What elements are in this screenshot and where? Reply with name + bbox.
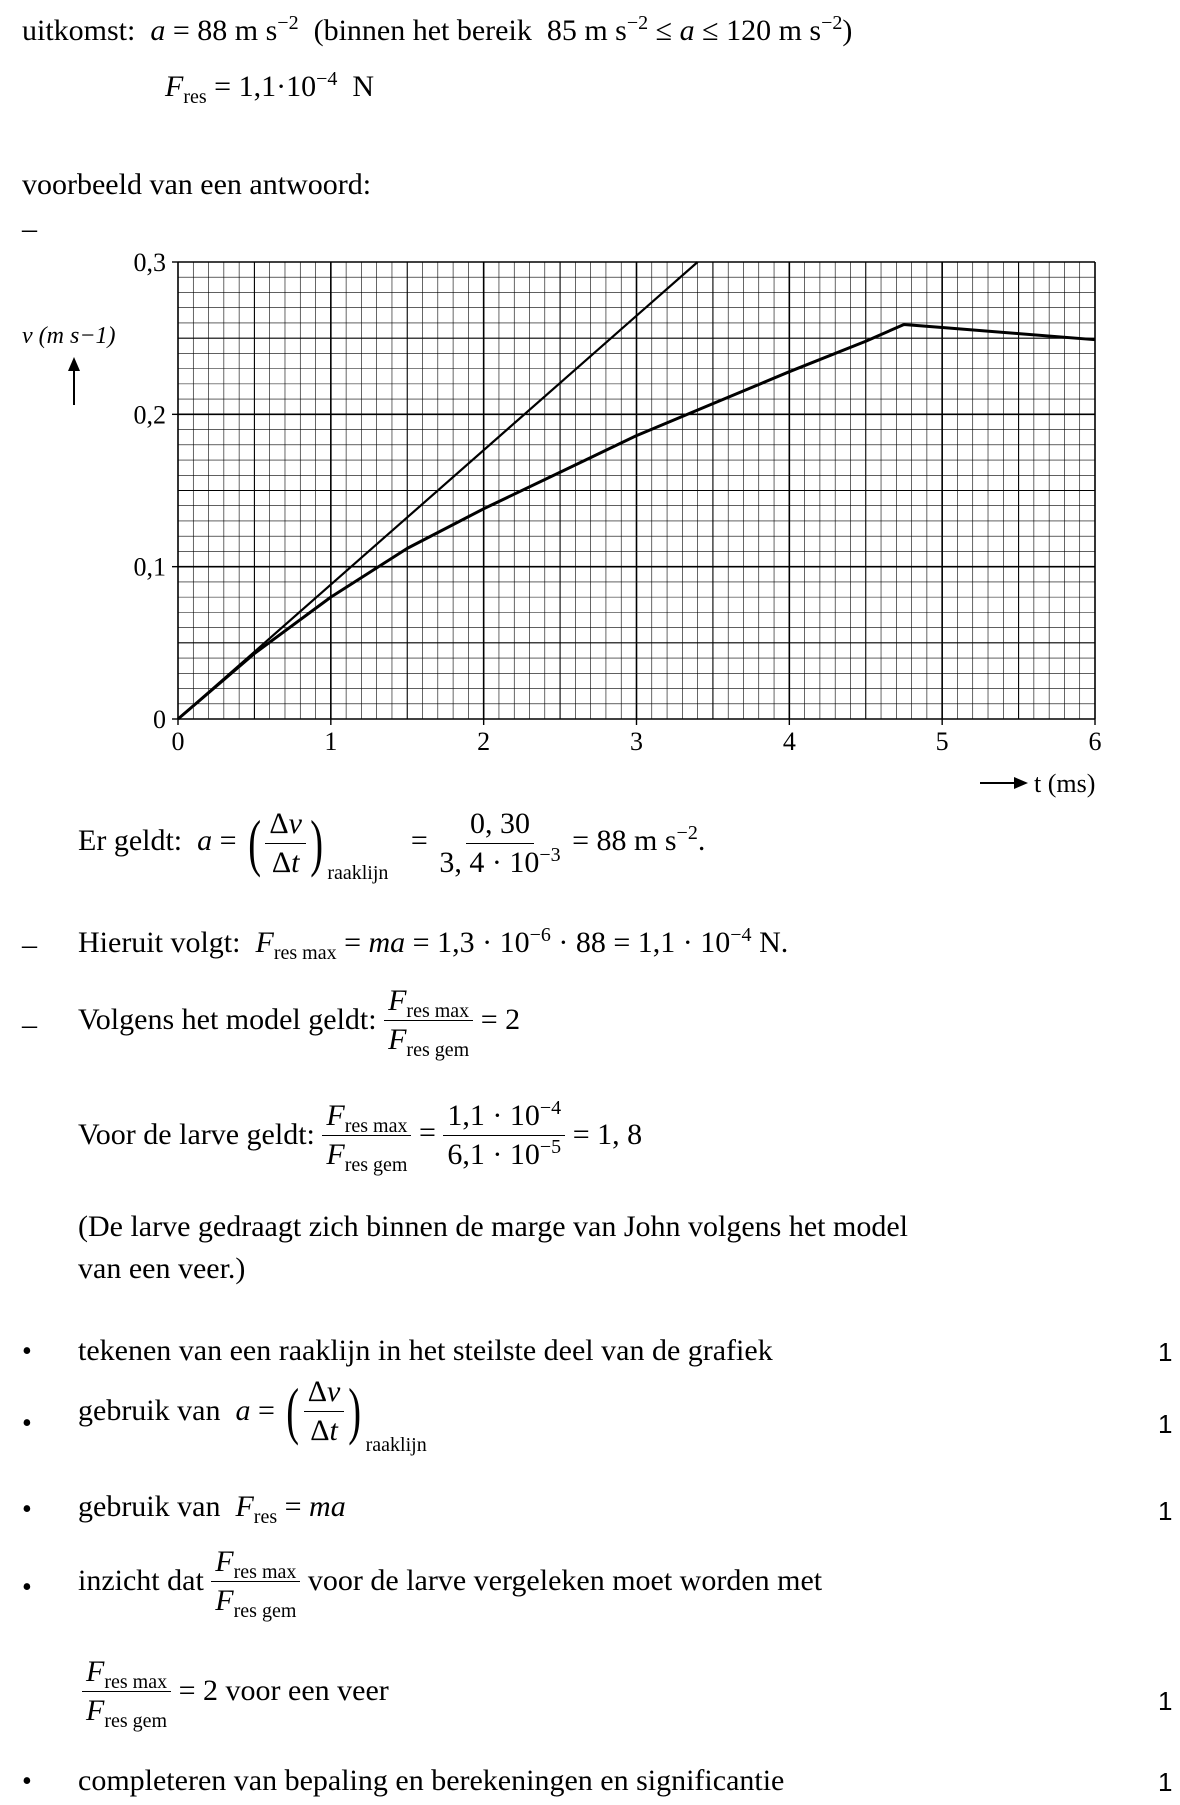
y-tick-label: 0 <box>153 705 166 734</box>
criterion-2-points: 1 <box>1158 1409 1173 1439</box>
criterion-bullet: • <box>22 1572 32 1603</box>
x-tick-label: 4 <box>782 727 796 756</box>
outcome-range-open: (binnen het bereik <box>313 14 532 47</box>
x-tick-label: 1 <box>324 727 338 756</box>
y-tick-label: 0,1 <box>133 552 166 582</box>
outcome-line: uitkomst: a = 88 m $s^{-2}$ (binnen het bereik 85 m $s^{-2} \le a \le 120$ m $s^{-2}$) <box>22 12 853 47</box>
x-axis-arrow <box>980 777 1028 789</box>
outcome-a-value: 88 <box>197 14 228 47</box>
criterion-bullet: • <box>22 1336 32 1367</box>
criterion-2: gebruik van a = ( $\frac{\Delta v}{\Delta t}$ ) $_{raaklijn}$ <box>78 1375 427 1456</box>
y-axis-label: v (m s−1) <box>22 323 116 349</box>
calc-model: Volgens het model geldt: $\frac{F_{res max}}{F_{res gem}}$ = 2 <box>78 984 521 1061</box>
calc-conclusion-2: van een veer.) <box>78 1252 246 1285</box>
criterion-4: inzicht dat $\frac{F_{res max}}{F_{res gem}}$ voor de larve vergeleken moet worden met <box>78 1545 823 1622</box>
velocity-time-chart <box>0 225 1180 865</box>
criterion-6-points: 1 <box>1158 1767 1173 1797</box>
criterion-bullet: • <box>22 1408 32 1439</box>
x-tick-label: 6 <box>1088 727 1102 756</box>
x-tick-label: 0 <box>171 727 185 756</box>
x-axis-label: t (ms) <box>1034 769 1096 798</box>
dash-3: – <box>22 1008 37 1041</box>
criterion-1-points: 1 <box>1158 1337 1173 1367</box>
calc-acceleration: Er geldt: a = ( $\frac{\Delta v}{\Delta t}$ ) $_{raaklijn}$ = $\frac{0, 30}{3, 4 \cdot 10^{-3}}$ = 88 m $s^{-2}$. <box>78 807 706 884</box>
x-tick-label: 2 <box>477 727 491 756</box>
criterion-5: $\frac{F_{res max}}{F_{res gem}}$ = 2 voor een veer <box>82 1656 389 1726</box>
y-tick-label: 0,3 <box>133 248 166 277</box>
example-heading: voorbeeld van een antwoord: <box>22 168 372 201</box>
outcome-fres-line: $F_{res} = 1,1\cdot 10^{-4}$ N <box>165 68 375 108</box>
x-tick-label: 3 <box>630 727 643 756</box>
dash-1: – <box>22 212 37 245</box>
outcome-label: uitkomst: <box>22 14 136 47</box>
criterion-3: gebruik van $F_{res}$ = ma <box>78 1490 346 1528</box>
x-tick-label: 5 <box>935 727 949 756</box>
criterion-6: completeren van bepaling en berekeningen en significantie <box>78 1764 785 1797</box>
chart-tick-labels <box>134 248 1102 756</box>
criterion-1: tekenen van een raaklijn in het steilste deel van de grafiek <box>78 1334 773 1367</box>
calc-larve: Voor de larve geldt: $\frac{F_{res max}}{F_{res gem}}$ = $\frac{1,1 \cdot 10^{-4}}{6,1 \cdot 10^{-5}}$ = 1, 8 <box>78 1097 643 1176</box>
dash-2: – <box>22 928 37 961</box>
y-axis-arrow <box>68 357 80 405</box>
criterion-3-points: 1 <box>1158 1496 1173 1526</box>
criterion-bullet: • <box>22 1766 32 1797</box>
calc-fres-max: Hieruit volgt: $F_{res max}$ = ma = $1,3 \cdot 10^{-6} \cdot 88 = 1,1 \cdot 10^{-4}$ N. <box>78 924 789 964</box>
criterion-5-points: 1 <box>1158 1686 1173 1716</box>
calc-conclusion-1: (De larve gedraagt zich binnen de marge van John volgens het model <box>78 1210 908 1243</box>
criterion-bullet: • <box>22 1494 32 1525</box>
y-tick-label: 0,2 <box>133 400 166 430</box>
chart-grid <box>178 262 1095 719</box>
